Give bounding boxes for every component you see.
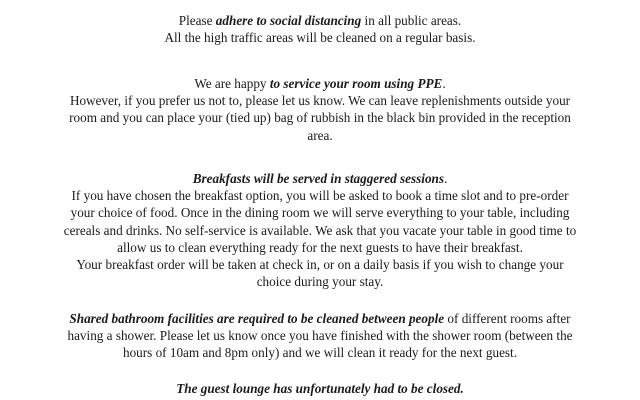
bathroom-line-3: hours of 10am and 8pm only) and we will clean it ready for the next guest.	[122, 345, 518, 361]
breakfast-heading: Breakfasts will be served in staggered sessions.	[192, 171, 448, 186]
room-service-line-2: However, if you prefer us not to, please let us know. We can leave replenishments outside your	[69, 93, 571, 109]
distancing-line-2: All the high traffic areas will be cleaned on a regular basis.	[164, 30, 476, 46]
breakfast-emphasis: Breakfasts will be served in staggered sessions	[192, 171, 444, 186]
lounge-emphasis: The guest lounge has unfortunately had to be closed.	[176, 381, 464, 396]
room-service-line-4: area.	[307, 127, 333, 143]
breakfast-line-1: If you have chosen the breakfast option, you will be asked to book a time slot and to pre-order	[71, 188, 569, 204]
breakfast-line-4: allow us to clean everything ready for the next guests to have their breakfast.	[117, 239, 523, 255]
room-service-emphasis: to service your room using PPE	[269, 76, 443, 91]
distancing-line-1: Please adhere to social distancing in all public areas.	[178, 13, 462, 28]
bathroom-line-1: Shared bathroom facilities are required to be cleaned between people of different rooms after	[69, 311, 571, 326]
bathroom-line-2: having a shower. Please let us know once you have finished with the shower room (between the	[67, 328, 573, 344]
distancing-emphasis: adhere to social distancing	[215, 13, 362, 28]
breakfast-line-6: choice during your stay.	[256, 274, 384, 290]
breakfast-line-2: your choice of food. Once in the dining room we will serve everything to your table, including	[70, 205, 570, 221]
lounge-paragraph	[0, 380, 640, 397]
room-service-line-1: We are happy to service your room using PPE.	[194, 76, 446, 91]
room-service-line-3: room and you can place your (tied up) bag of rubbish in the black bin provided in the reception	[69, 110, 571, 126]
bathroom-paragraph	[0, 310, 640, 362]
lounge-line-1	[0, 380, 640, 397]
breakfast-line-5: Your breakfast order will be taken at check in, or on a daily basis if you wish to change your	[76, 257, 564, 273]
room-service-paragraph	[0, 75, 640, 144]
distancing-paragraph	[0, 12, 640, 46]
breakfast-line-3: cereals and drinks. No self-service is available. We ask that you vacate your table in good time to	[63, 222, 577, 238]
breakfast-paragraph	[0, 170, 640, 290]
bathroom-emphasis: Shared bathroom facilities are required to be cleaned between people	[69, 311, 445, 326]
